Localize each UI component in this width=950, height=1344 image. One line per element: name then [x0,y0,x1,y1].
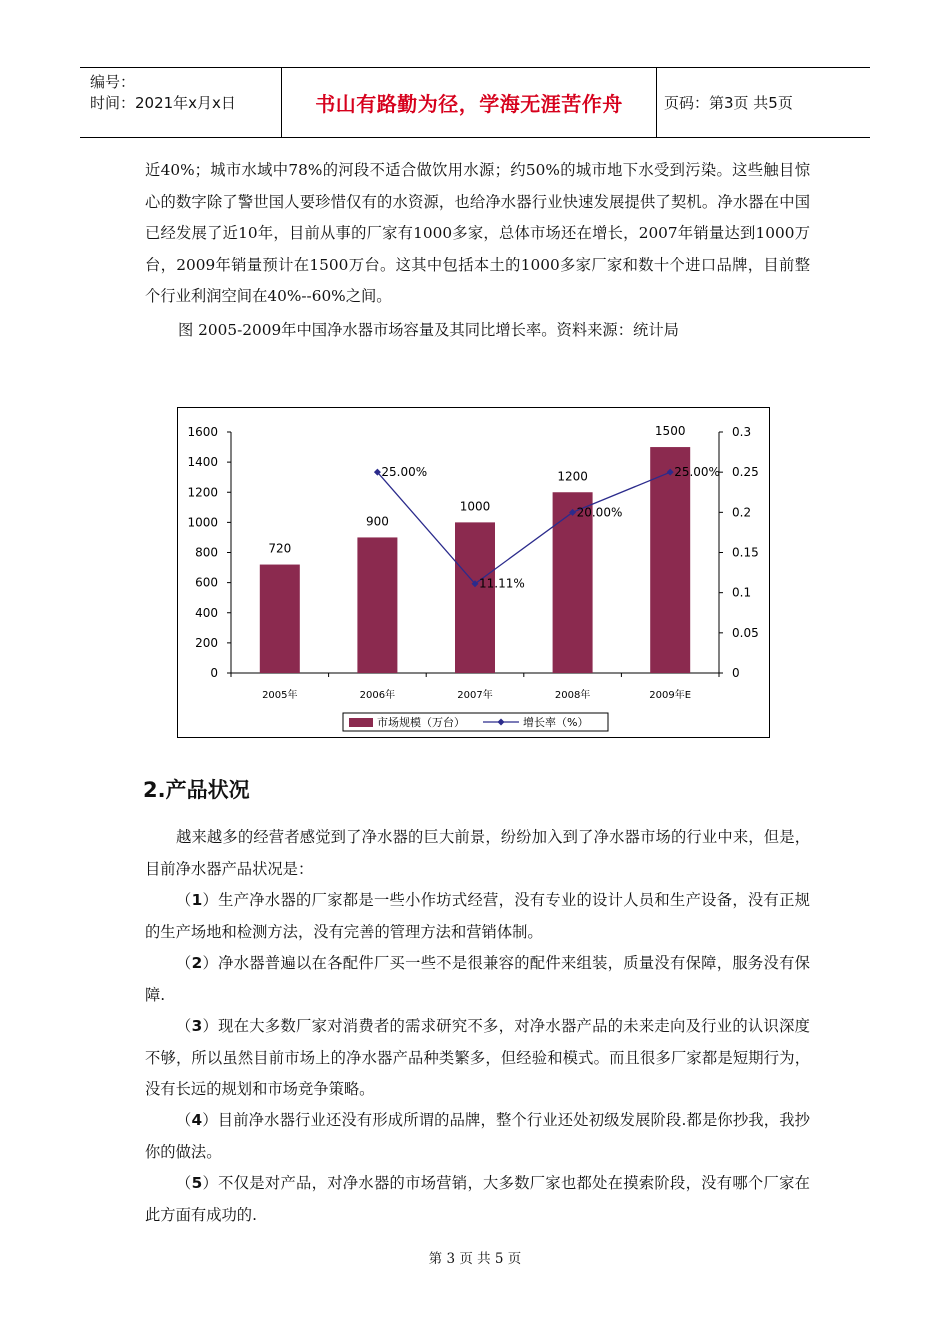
page-header [80,67,870,138]
growth-data-label: 11.11% [479,576,525,591]
right-axis-tick-label: 0.25 [732,465,759,480]
bar-data-label: 720 [268,541,292,556]
bar [357,537,397,673]
left-axis-tick-label: 1400 [187,455,218,470]
document-number-label: 编号： [90,73,136,91]
left-axis-tick-label: 1600 [187,425,218,439]
list-item-number: 1 [191,891,203,909]
left-axis-tick-label: 0 [210,666,218,680]
bar [455,522,495,673]
list-item-number: 2 [191,954,203,972]
bar-data-label: 1200 [557,469,588,484]
list-item-text: 不仅是对产品，对净水器的市场营销，大多数厂家也都处在摸索阶段，没有哪个厂家在此方面有成功的. [145,1174,810,1224]
chart-canvas [178,408,771,739]
x-axis-tick-label: 2006年 [359,690,396,701]
page-number-label: 页码：第3页 共5页 [664,94,793,112]
bar [260,565,300,673]
legend-line-label: 增长率（%） [523,716,589,729]
growth-data-label: 20.00% [576,505,623,520]
market-chart [177,407,770,738]
right-axis-tick-label: 0.1 [732,585,752,600]
left-axis-tick-label: 200 [195,635,218,650]
legend-bar-label: 市场规模（万台） [377,716,465,729]
list-item: （5）不仅是对产品，对净水器的市场营销，大多数厂家也都处在摸索阶段，没有哪个厂家在此方面有成功的. [145,1174,810,1224]
header-page-cell [656,68,870,137]
section-title: 2.产品状况 [143,778,250,802]
bar-data-label: 1000 [459,499,491,514]
left-axis-tick-label: 1200 [187,485,218,500]
motto-text: 书山有路勤为径，学海无涯苦作舟 [315,92,623,116]
x-axis-tick-label: 2009年E [649,690,692,701]
list-item-text: 目前净水器行业还没有形成所谓的品牌，整个行业还处初级发展阶段.都是你抄我，我抄你的做法。 [145,1111,810,1161]
bar-data-label: 1500 [654,424,686,439]
section-intro-paragraph: 越来越多的经营者感觉到了净水器的巨大前景，纷纷加入到了净水器市场的行业中来，但是，目前净水器产品状况是： [145,828,810,878]
right-axis-tick-label: 0.15 [732,545,759,560]
x-axis-tick-label: 2008年 [554,690,591,701]
intro-paragraph: 近40%；城市水域中78%的河段不适合做饮用水源；约50%的城市地下水受到污染。这些触目惊心的数字除了警世国人要珍惜仅有的水资源，也给净水器行业快速发展提供了契机。净水器在中国已经发展了近10年，目前从事的厂家有1000多家，总体市场还在增长，2007年销量达到1000万台，2009年销量预计在1500万台。这其中包括本土的1000多家厂家和数十个进口品牌，目前整个行业利润空间在40%--60%之间。 [145,161,810,305]
right-axis-tick-label: 0 [732,666,740,680]
legend-bar-swatch [349,718,373,727]
left-axis-tick-label: 800 [195,545,218,560]
list-item-number: 4 [191,1111,203,1129]
left-axis-tick-label: 1000 [187,515,218,530]
growth-line [377,472,670,584]
growth-data-label: 25.00% [674,465,720,480]
list-item: （3）现在大多数厂家对消费者的需求研究不多，对净水器产品的未来走向及行业的认识深度不够，所以虽然目前市场上的净水器产品种类繁多，但经验和模式。而且很多厂家都是短期行为，没有长远的规划和市场竞争策略。 [145,1017,810,1098]
list-item-text: 净水器普遍以在各配件厂买一些不是很兼容的配件来组装，质量没有保障，服务没有保障. [145,954,810,1004]
list-item: （1）生产净水器的厂家都是一些小作坊式经营，没有专业的设计人员和生产设备，没有正规的生产场地和检测方法，没有完善的管理方法和营销体制。 [145,891,810,941]
header-meta-cell [80,68,280,137]
bar-data-label: 900 [365,514,389,529]
list-item: （4）目前净水器行业还没有形成所谓的品牌，整个行业还处初级发展阶段.都是你抄我，我抄你的做法。 [145,1111,810,1161]
x-axis-tick-label: 2005年 [262,690,298,701]
left-axis-tick-label: 400 [195,605,218,620]
document-date-label: 时间：2021年x月x日 [90,94,236,112]
list-item-number: 3 [191,1017,203,1035]
list-item-text: 现在大多数厂家对消费者的需求研究不多，对净水器产品的未来走向及行业的认识深度不够，所以虽然目前市场上的净水器产品种类繁多，但经验和模式。而且很多厂家都是短期行为，没有长远的规划和市场竞争策略。 [145,1017,810,1098]
page-footer: 第 3 页 共 5 页 [428,1251,522,1267]
right-axis-tick-label: 0.3 [732,425,752,439]
figure-caption: 图 2005-2009年中国净水器市场容量及其同比增长率。资料来源：统计局 [178,321,679,339]
list-item-text: 生产净水器的厂家都是一些小作坊式经营，没有专业的设计人员和生产设备，没有正规的生产场地和检测方法，没有完善的管理方法和营销体制。 [145,891,810,941]
bar [553,492,593,673]
left-axis-tick-label: 600 [195,575,218,590]
bar [650,447,690,673]
right-axis-tick-label: 0.2 [732,505,752,520]
list-item-number: 5 [191,1174,203,1192]
header-motto-cell [281,68,657,137]
growth-data-label: 25.00% [381,465,428,480]
right-axis-tick-label: 0.05 [732,625,759,640]
x-axis-tick-label: 2007年 [457,690,493,701]
list-item: （2）净水器普遍以在各配件厂买一些不是很兼容的配件来组装，质量没有保障，服务没有保障. [145,954,810,1004]
